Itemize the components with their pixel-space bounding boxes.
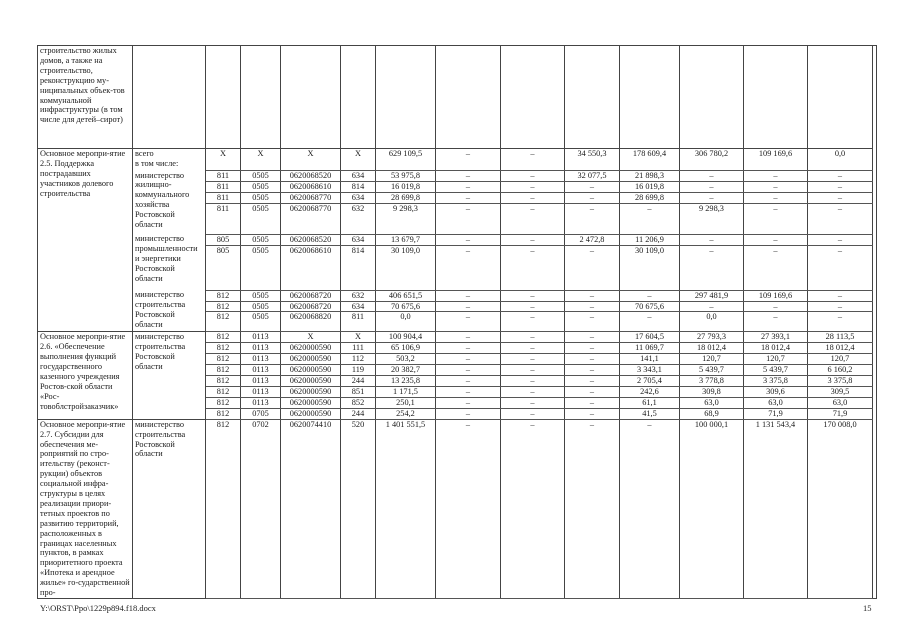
amount-cell: – [565,290,620,301]
amount-cell: 2 705,4 [620,376,680,387]
code-cell [206,46,241,149]
amount-cell: – [501,149,565,171]
amount-cell: 406 651,5 [376,290,436,301]
amount-cell: 250,1 [376,397,436,408]
amount-cell: 1 131 543,4 [744,419,808,598]
amount-cell: – [565,181,620,192]
amount-cell: – [501,192,565,203]
amount-cell: – [501,181,565,192]
amount-cell: 11 206,9 [620,234,680,245]
amount-cell: 9 298,3 [680,203,744,234]
amount-cell: – [808,290,873,301]
amount-cell: 9 298,3 [376,203,436,234]
code-cell: 0113 [241,397,281,408]
amount-cell: 109 169,6 [744,149,808,171]
code-cell: 0620000590 [281,343,341,354]
amount-cell: – [436,332,501,343]
code-cell: 0620068520 [281,234,341,245]
amount-cell: 503,2 [376,354,436,365]
amount-cell: 63,0 [680,397,744,408]
executor-cell [133,46,206,149]
amount-cell: – [565,419,620,598]
amount-cell: 17 604,5 [620,332,680,343]
amount-cell: – [436,312,501,332]
code-cell [241,46,281,149]
code-cell: 112 [341,354,376,365]
amount-cell: 65 106,9 [376,343,436,354]
amount-cell: – [436,386,501,397]
amount-cell: – [501,376,565,387]
amount-cell: 63,0 [744,397,808,408]
amount-cell: 71,9 [808,408,873,419]
amount-cell: – [808,203,873,234]
amount-cell: – [436,234,501,245]
amount-cell: – [744,171,808,182]
amount-cell: – [501,386,565,397]
amount-cell: 21 898,3 [620,171,680,182]
amount-cell: – [565,192,620,203]
amount-cell [620,46,680,149]
amount-cell: 28 699,8 [620,192,680,203]
amount-cell [744,46,808,149]
amount-cell: 0,0 [808,149,873,171]
amount-cell: – [808,312,873,332]
code-cell: 812 [206,354,241,365]
code-cell: 0620068720 [281,290,341,301]
amount-cell: 629 109,5 [376,149,436,171]
amount-cell: – [436,245,501,290]
amount-cell: 18 012,4 [808,343,873,354]
amount-cell: – [680,234,744,245]
amount-cell: – [501,312,565,332]
table-row [38,46,877,149]
amount-cell: – [680,192,744,203]
code-cell: 0620068610 [281,245,341,290]
amount-cell: 71,9 [744,408,808,419]
amount-cell: – [565,343,620,354]
code-cell: 0113 [241,376,281,387]
activity-name-cell: Основное меропри-ятие 2.7. Субсидии для обеспечения ме-роприятий по стро-ительству (реконст-рукции) объектов социальной инфра-структуры в целях реализации приори-тетных проектов по развитию территорий, расположенных в границах населенных пунктов, в рамках приоритетного проекта «Ипотека и арендное жилье» го-сударственной про- [38,419,133,598]
table-row [38,290,877,301]
code-cell: 0620068820 [281,312,341,332]
amount-cell: 16 019,8 [620,181,680,192]
amount-cell: 63,0 [808,397,873,408]
amount-cell: – [744,181,808,192]
amount-cell: – [436,397,501,408]
executor-cell: министерство промышленности и энергетики Ростовской области [133,234,206,290]
amount-cell: – [744,301,808,312]
amount-cell: – [744,203,808,234]
amount-cell: – [744,312,808,332]
amount-cell: 30 109,0 [376,245,436,290]
code-cell: 0620000590 [281,376,341,387]
amount-cell: 170 008,0 [808,419,873,598]
amount-cell: 27 393,1 [744,332,808,343]
amount-cell: 5 439,7 [680,365,744,376]
amount-cell: 11 069,7 [620,343,680,354]
amount-cell: – [565,365,620,376]
code-cell: 634 [341,301,376,312]
amount-cell: 1 171,5 [376,386,436,397]
amount-cell: 28 113,5 [808,332,873,343]
amount-cell: – [501,419,565,598]
amount-cell: – [501,290,565,301]
amount-cell: – [808,171,873,182]
amount-cell: 1 401 551,5 [376,419,436,598]
code-cell: 0505 [241,203,281,234]
amount-cell: 41,5 [620,408,680,419]
code-cell: 0702 [241,419,281,598]
code-cell: 805 [206,245,241,290]
code-cell: Х [206,149,241,171]
amount-cell: 70 675,6 [620,301,680,312]
code-cell: 852 [341,397,376,408]
code-cell: 812 [206,290,241,301]
amount-cell: – [565,245,620,290]
amount-cell: 2 472,8 [565,234,620,245]
code-cell: 0620074410 [281,419,341,598]
amount-cell: – [565,301,620,312]
code-cell: 805 [206,234,241,245]
amount-cell: – [501,343,565,354]
budget-table [37,45,877,599]
amount-cell: – [501,332,565,343]
code-cell: 851 [341,386,376,397]
code-cell: 0113 [241,365,281,376]
amount-cell: – [620,290,680,301]
code-cell: 0505 [241,245,281,290]
code-cell [341,46,376,149]
amount-cell: – [565,408,620,419]
amount-cell: – [565,203,620,234]
amount-cell: – [436,376,501,387]
amount-cell: – [744,234,808,245]
amount-cell: 53 975,8 [376,171,436,182]
code-cell: 0620068520 [281,171,341,182]
amount-cell [680,46,744,149]
amount-cell: – [565,376,620,387]
amount-cell: 242,6 [620,386,680,397]
activity-name-cell: Основное меропри-ятие 2.6. «Обеспечение выполнения функций государственного казенного учреждения Ростов-ской области «Рос-товоблстройзаказчик» [38,332,133,419]
amount-cell: – [620,312,680,332]
code-cell: 812 [206,419,241,598]
amount-cell: 18 012,4 [744,343,808,354]
code-cell: 0505 [241,290,281,301]
amount-cell: 13 679,7 [376,234,436,245]
amount-cell: 70 675,6 [376,301,436,312]
code-cell: Х [341,332,376,343]
amount-cell: 3 375,8 [744,376,808,387]
amount-cell: 309,6 [744,386,808,397]
amount-cell: 28 699,8 [376,192,436,203]
code-cell: 0620068770 [281,192,341,203]
code-cell: 632 [341,290,376,301]
amount-cell: 3 778,8 [680,376,744,387]
amount-cell: – [680,171,744,182]
amount-cell: – [680,301,744,312]
code-cell: 0620000590 [281,365,341,376]
code-cell: 0505 [241,192,281,203]
amount-cell: – [808,181,873,192]
code-cell: 811 [206,192,241,203]
code-cell: 632 [341,203,376,234]
code-cell: Х [281,149,341,171]
amount-cell: 27 793,3 [680,332,744,343]
code-cell: 812 [206,301,241,312]
amount-cell: – [436,192,501,203]
amount-cell: – [436,149,501,171]
code-cell: 812 [206,397,241,408]
code-cell [281,46,341,149]
amount-cell: – [501,397,565,408]
amount-cell: – [501,203,565,234]
amount-cell: 309,5 [808,386,873,397]
amount-cell: – [436,365,501,376]
amount-cell: 100 000,1 [680,419,744,598]
amount-cell: – [680,245,744,290]
amount-cell: – [436,408,501,419]
table-row [38,419,877,598]
code-cell: 811 [206,171,241,182]
amount-cell: 0,0 [680,312,744,332]
amount-cell: 254,2 [376,408,436,419]
amount-cell: – [436,354,501,365]
amount-cell: – [808,245,873,290]
code-cell: 0113 [241,386,281,397]
code-cell: 244 [341,408,376,419]
amount-cell: – [501,354,565,365]
amount-cell: – [436,181,501,192]
amount-cell: – [501,234,565,245]
code-cell: 814 [341,181,376,192]
amount-cell: 109 169,6 [744,290,808,301]
amount-cell: – [501,301,565,312]
amount-cell: – [501,245,565,290]
amount-cell: 13 235,8 [376,376,436,387]
table-row [38,234,877,245]
code-cell: 634 [341,171,376,182]
amount-cell: 18 012,4 [680,343,744,354]
amount-cell [376,46,436,149]
code-cell: 634 [341,192,376,203]
amount-cell: – [744,192,808,203]
code-cell: 812 [206,408,241,419]
amount-cell: 6 160,2 [808,365,873,376]
amount-cell: – [565,312,620,332]
code-cell: Х [341,149,376,171]
code-cell: 812 [206,343,241,354]
amount-cell: – [808,192,873,203]
code-cell: 0505 [241,171,281,182]
amount-cell: 120,7 [680,354,744,365]
amount-cell: 3 343,1 [620,365,680,376]
amount-cell: – [565,386,620,397]
amount-cell: 178 609,4 [620,149,680,171]
code-cell: 0113 [241,354,281,365]
amount-cell: 30 109,0 [620,245,680,290]
code-cell: 0620068610 [281,181,341,192]
code-cell: 0505 [241,181,281,192]
code-cell: 0620068720 [281,301,341,312]
amount-cell: 5 439,7 [744,365,808,376]
footer-file-path: Y:\ORST\Ppo\1229p894.f18.docx [40,603,156,613]
table-row [38,171,877,182]
amount-cell: 306 780,2 [680,149,744,171]
amount-cell: 309,8 [680,386,744,397]
amount-cell: 16 019,8 [376,181,436,192]
amount-cell [808,46,873,149]
code-cell: 811 [206,181,241,192]
amount-cell: – [680,181,744,192]
code-cell: 244 [341,376,376,387]
code-cell: 811 [206,203,241,234]
code-cell: 119 [341,365,376,376]
code-cell: 0620000590 [281,354,341,365]
code-cell: Х [241,149,281,171]
page-number: 15 [863,603,872,613]
code-cell: 634 [341,234,376,245]
amount-cell [501,46,565,149]
amount-cell: 20 382,7 [376,365,436,376]
amount-cell: 32 077,5 [565,171,620,182]
amount-cell: – [808,234,873,245]
amount-cell: – [620,419,680,598]
executor-cell: министерство жилищно-коммунального хозяйства Ростовской области [133,171,206,235]
amount-cell: – [436,203,501,234]
code-cell: 0620000590 [281,408,341,419]
code-cell: 0620068770 [281,203,341,234]
amount-cell: – [744,245,808,290]
amount-cell: 0,0 [376,312,436,332]
amount-cell: 120,7 [808,354,873,365]
amount-cell [436,46,501,149]
code-cell: 0505 [241,234,281,245]
amount-cell: 120,7 [744,354,808,365]
code-cell: 111 [341,343,376,354]
code-cell: 812 [206,312,241,332]
amount-cell: – [565,332,620,343]
code-cell: Х [281,332,341,343]
code-cell: 0505 [241,312,281,332]
code-cell: 0113 [241,343,281,354]
amount-cell: – [436,171,501,182]
amount-cell [565,46,620,149]
activity-name-cell: Основное меропри-ятие 2.5. Поддержка пострадавших участников долевого строительства [38,149,133,332]
code-cell: 0620000590 [281,397,341,408]
code-cell: 814 [341,245,376,290]
executor-cell: всего в том числе: [133,149,206,171]
executor-cell: министерство строительства Ростовской области [133,290,206,332]
activity-name-cell: строительство жилых домов, а также на строительство, реконструкцию му-ниципальных объек-тов коммунальной инфраструктуры (в том числе для детей–сирот) [38,46,133,149]
code-cell: 0505 [241,301,281,312]
amount-cell [873,46,877,149]
code-cell: 0113 [241,332,281,343]
amount-cell: – [565,397,620,408]
amount-cell: 100 904,4 [376,332,436,343]
code-cell: 812 [206,386,241,397]
amount-cell: 297 481,9 [680,290,744,301]
table-row [38,149,877,171]
amount-cell: – [436,290,501,301]
amount-cell: – [808,301,873,312]
amount-cell: 3 375,8 [808,376,873,387]
amount-cell: – [501,171,565,182]
executor-cell: министерство строительства Ростовской области [133,419,206,598]
amount-cell: 141,1 [620,354,680,365]
amount-cell: – [501,365,565,376]
code-cell: 0620000590 [281,386,341,397]
amount-cell: – [436,301,501,312]
code-cell: 812 [206,376,241,387]
amount-cell: – [436,419,501,598]
amount-cell: 34 550,3 [565,149,620,171]
amount-cell: – [436,343,501,354]
amount-cell: – [565,354,620,365]
executor-cell: министерство строительства Ростовской области [133,332,206,419]
amount-cell: 68,9 [680,408,744,419]
code-cell: 812 [206,365,241,376]
code-cell: 0705 [241,408,281,419]
amount-cell: – [501,408,565,419]
code-cell: 520 [341,419,376,598]
amount-cell: 61,1 [620,397,680,408]
code-cell: 812 [206,332,241,343]
amount-cell: – [620,203,680,234]
table-row [38,332,877,343]
code-cell: 811 [341,312,376,332]
